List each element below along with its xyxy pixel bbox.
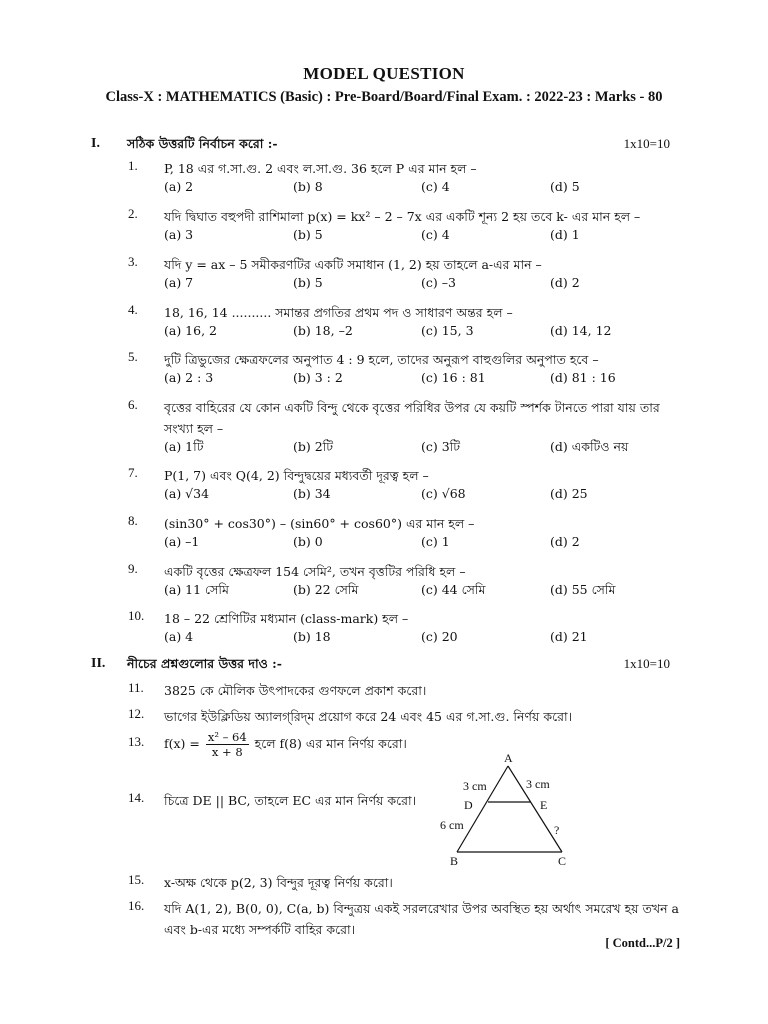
question-text: 3825 কে মৌলিক উৎপাদকের গুণফলে প্রকাশ করো। [164,683,427,698]
section-2-title: নীচের প্রশ্নগুলোর উত্তর দাও :- [127,656,282,671]
label-db-length: 6 cm [440,818,464,832]
question-number: 2. [128,206,138,221]
question-number: 5. [128,349,138,364]
fraction-denominator: x + 8 [211,745,243,759]
question-number: 9. [128,561,138,576]
label-ec-unknown: ? [554,823,560,837]
option-b: (b) 5 [293,275,323,290]
question-text: P, 18 এর গ.সা.গু. 2 এবং ল.সা.গু. 36 হলে P এর মান হল – [164,161,477,176]
option-b: (b) 34 [293,486,331,501]
option-c: (c) √68 [421,486,466,501]
option-c: (c) –3 [421,275,456,290]
question-text: যদি y = ax – 5 সমীকরণটির একটি সমাধান (1, 2) হয় তাহলে a-এর মান – [164,257,542,272]
question-number: 4. [128,302,138,317]
option-a: (a) 2 [164,179,194,194]
question-text: যদি A(1, 2), B(0, 0), C(a, b) বিন্দুত্রয় একই সরলরেখার উপর অবস্থিত হয় অর্থাৎ সমরেখ হয় তখন a এবং b-এর মধ্যে সম্পর্কটি বাহির করো। [164,901,679,937]
question-text: দুটি ত্রিভুজের ক্ষেত্রফলের অনুপাত 4 : 9 হলে, তাদের অনুরূপ বাহুগুলির অনুপাত হবে – [164,352,599,367]
question-number: 7. [128,465,138,480]
question-text: P(1, 7) এবং Q(4, 2) বিন্দুদ্বয়ের মধ্যবর্তী দূরত্ব হল – [164,468,429,483]
section-2-number: II. [91,656,106,671]
option-b: (b) 3 : 2 [293,370,343,385]
option-a: (a) √34 [164,486,210,501]
label-d: D [464,798,473,812]
option-a: (a) 1টি [164,439,204,454]
option-c: (c) 1 [421,534,450,549]
question-number: 12. [128,706,145,721]
exam-subtitle: Class-X : MATHEMATICS (Basic) : Pre-Board/Board/Final Exam. : 2022-23 : Marks - 80 [105,89,663,105]
continued-note: [ Contd...P/2 ] [605,936,680,950]
label-a: A [504,751,513,765]
question-text [164,730,464,759]
option-b: (b) 22 সেমি [293,582,359,597]
option-d: (d) 81 : 16 [550,370,616,385]
option-a: (a) 11 সেমি [164,582,229,597]
question-text: 18, 16, 14 .......... সমান্তর প্রগতির প্রথম পদ ও সাধারণ অন্তর হল – [164,305,513,320]
section-2-marks: 1x10=10 [623,656,670,671]
question-text: (sin30° + cos30°) – (sin60° + cos60°) এর মান হল – [164,516,475,531]
triangle-figure [430,748,590,868]
question-number: 14. [128,790,145,805]
question-number: 3. [128,254,138,269]
option-c: (c) 4 [421,227,450,242]
fraction-numerator: x² – 64 [207,730,247,744]
section-1-title: সঠিক উত্তরটি নির্বাচন করো :- [127,136,278,151]
question-text: x-অক্ষ থেকে p(2, 3) বিন্দুর দূরত্ব নির্ণয় করো। [164,875,393,890]
question-rest: হলে f(8) এর মান নির্ণয় করো। [254,736,407,751]
option-b: (b) 2টি [293,439,334,454]
option-d: (d) 21 [550,629,588,644]
option-b: (b) 5 [293,227,323,242]
question-number: 11. [128,680,144,695]
option-a: (a) 7 [164,275,194,290]
option-b: (b) 8 [293,179,323,194]
question-number: 13. [128,734,145,749]
question-number: 6. [128,397,138,412]
section-1-number: I. [91,136,100,151]
label-ae-length: 3 cm [526,777,550,791]
option-d: (d) 5 [550,179,580,194]
option-c: (c) 16 : 81 [421,370,486,385]
option-a: (a) 16, 2 [164,323,217,338]
option-c: (c) 15, 3 [421,323,474,338]
question-text: ভাগের ইউক্লিডিয় অ্যালগ্‌রিদ্‌ম প্রয়োগ করে 24 এবং 45 এর গ.সা.গু. নির্ণয় করো। [164,709,573,724]
option-c: (c) 20 [421,629,458,644]
label-e: E [540,798,548,812]
option-c: (c) 44 সেমি [421,582,486,597]
question-number: 8. [128,513,138,528]
function-lhs: f(x) = [164,736,200,751]
option-d: (d) 2 [550,534,580,549]
question-text: চিত্রে DE || BC, তাহলে EC এর মান নির্ণয় করো। [164,793,417,808]
option-b: (b) 0 [293,534,323,549]
option-a: (a) 4 [164,629,194,644]
question-text: যদি দ্বিঘাত বহুপদী রাশিমালা p(x) = kx² – 2 – 7x এর একটি শূন্য 2 হয় তবে k- এর মান হল – [164,209,641,224]
fraction [206,730,249,759]
option-a: (a) –1 [164,534,200,549]
label-b: B [450,854,459,868]
label-ad-length: 3 cm [463,779,487,793]
question-text: 18 – 22 শ্রেণিটির মধ্যমান (class-mark) হল – [164,611,409,626]
question-number: 15. [128,872,145,887]
option-d: (d) 2 [550,275,580,290]
option-c: (c) 4 [421,179,450,194]
option-d: (d) একটিও নয় [550,439,629,454]
option-b: (b) 18, –2 [293,323,353,338]
option-d: (d) 14, 12 [550,323,612,338]
question-number: 10. [128,608,145,623]
option-b: (b) 18 [293,629,331,644]
question-number: 1. [128,158,138,173]
question-number: 16. [128,898,145,913]
section-1-marks: 1x10=10 [623,136,670,151]
option-a: (a) 3 [164,227,194,242]
option-a: (a) 2 : 3 [164,370,214,385]
question-text: একটি বৃত্তের ক্ষেত্রফল 154 সেমি², তখন বৃত্তটির পরিধি হল – [164,564,466,579]
option-d: (d) 25 [550,486,588,501]
label-c: C [558,854,567,868]
option-d: (d) 55 সেমি [550,582,616,597]
page-title: MODEL QUESTION [303,64,465,83]
question-text: বৃত্তের বাহিরের যে কোন একটি বিন্দু থেকে বৃত্তের পরিধির উপর যে কয়টি স্পর্শক টানতে পারা যায় তার সংখ্যা হল – [164,400,660,436]
option-c: (c) 3টি [421,439,461,454]
option-d: (d) 1 [550,227,580,242]
